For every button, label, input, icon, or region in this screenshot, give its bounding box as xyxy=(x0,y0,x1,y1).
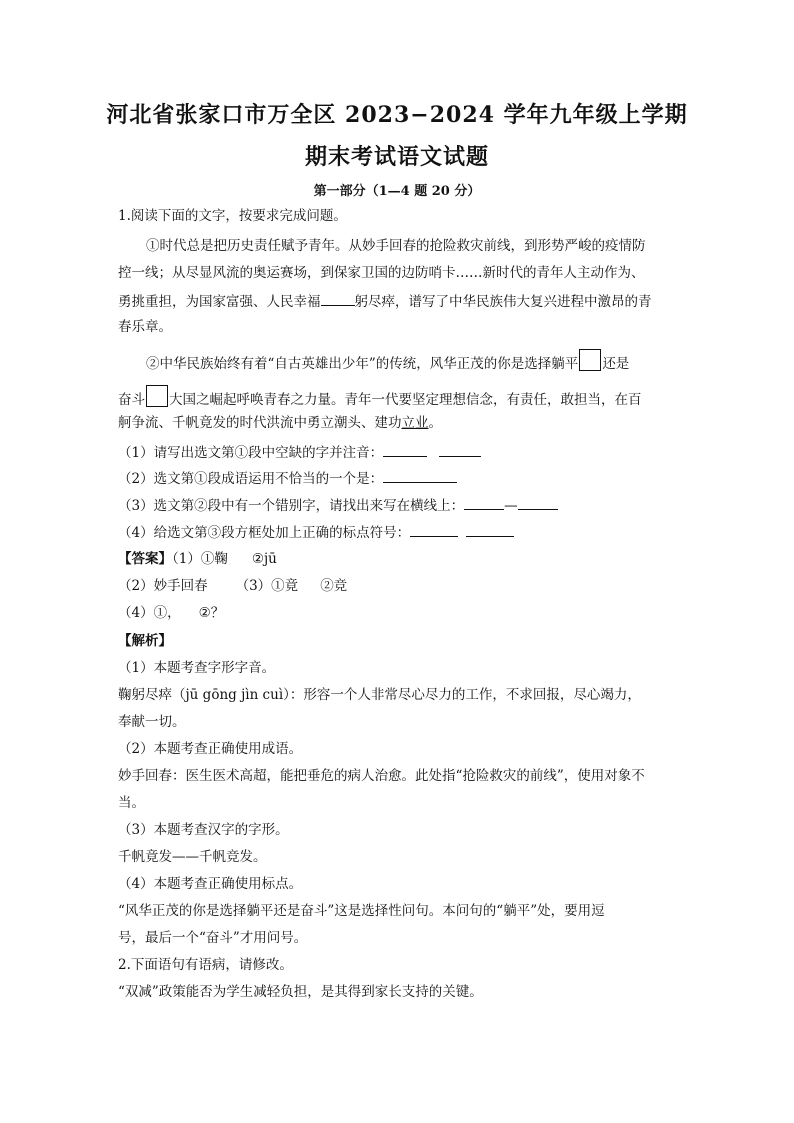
answer-blank xyxy=(464,495,504,510)
analysis-line1: （1）本题考查字形字音。 xyxy=(118,660,276,676)
text-segment: 奋斗 xyxy=(118,392,145,408)
q1-paragraph2-line1 xyxy=(146,349,706,373)
analysis-label: 【解析】 xyxy=(118,633,172,649)
answer-blank xyxy=(410,522,458,537)
text-segment: ②jū xyxy=(251,551,277,567)
q1-paragraph1-line4: 春乐章。 xyxy=(118,319,172,335)
analysis-line6: 当。 xyxy=(118,795,145,811)
q1-subquestion-2 xyxy=(118,468,678,488)
analysis-line11: 号，最后一个“奋斗”才用问号。 xyxy=(118,930,308,946)
fill-blank xyxy=(321,291,355,306)
text-segment: 舸争流、千帆竟发的时代洪流中勇立潮头、建功 xyxy=(118,415,402,431)
answer-line1 xyxy=(118,550,678,568)
text-segment: （2）妙手回春 xyxy=(118,578,208,594)
text-segment: 还是 xyxy=(602,356,630,372)
answer-blank xyxy=(466,522,514,537)
analysis-line2: 鞠躬尽瘁（jū gōng jìn cuì）：形容一个人非常尽心尽力的工作，不求回报，尽心竭力， xyxy=(118,687,641,703)
q1-stem: 1.阅读下面的文字，按要求完成问题。 xyxy=(118,208,347,224)
answer-label: 【答案】 xyxy=(118,551,172,567)
q1-paragraph1-line3 xyxy=(118,291,678,311)
analysis-line8: 千帆竟发——千帆竞发。 xyxy=(118,849,267,865)
q1-paragraph2-line2 xyxy=(118,385,678,409)
text-segment: ②中华民族始终有着“自古英雄出少年”的传统，风华正茂的你是选择躺平 xyxy=(146,356,579,372)
text-segment: （1）请写出选文第①段中空缺的字并注音： xyxy=(118,445,384,461)
q1-subquestion-1 xyxy=(118,442,678,462)
q2-stem: 2.下面语句有语病，请修改。 xyxy=(118,957,293,973)
text-segment: （3）①竟 xyxy=(235,578,299,594)
punctuation-box xyxy=(579,349,601,371)
analysis-line7: （3）本题考查汉字的字形。 xyxy=(118,822,289,838)
answer-blank xyxy=(383,442,427,457)
text-segment: 。 xyxy=(428,415,442,431)
q1-paragraph1-line2: 控一线；从尽显风流的奥运赛场，到保家卫国的边防哨卡……新时代的青年人主动作为、 xyxy=(118,265,645,281)
q1-subquestion-4 xyxy=(118,522,678,542)
text-segment: （2）选文第①段成语运用不恰当的一个是： xyxy=(118,471,384,487)
analysis-line9: （4）本题考查正确使用标点。 xyxy=(118,876,303,892)
text-segment: ②竞 xyxy=(320,578,348,594)
underlined-text: 立业 xyxy=(401,415,429,431)
analysis-line10: “风华正茂的你是选择躺平还是奋斗”这是选择性问句。本问句的“躺平”处，要用逗 xyxy=(118,903,605,919)
analysis-line5: 妙手回春：医生医术高超，能把垂危的病人治愈。此处指“抢险救灾的前线”，使用对象不 xyxy=(118,768,645,784)
text-segment: 躬尽瘁，谱写了中华民族伟大复兴进程中激昂的青 xyxy=(354,294,652,310)
answer-line3 xyxy=(118,604,678,622)
q1-subquestion-3 xyxy=(118,495,678,515)
text-segment: — xyxy=(504,498,518,514)
document-title-line2: 期末考试语文试题 xyxy=(304,144,489,170)
punctuation-box xyxy=(146,385,168,407)
answer-line2 xyxy=(118,577,678,595)
q2-sentence: “双减”政策能否为学生减轻负担，是其得到家长支持的关键。 xyxy=(118,984,483,1000)
q1-paragraph2-line3 xyxy=(118,414,678,432)
section-heading: 第一部分（1—4 题 20 分） xyxy=(313,184,481,199)
text-segment: 勇挑重担，为国家富强、人民幸福 xyxy=(118,294,321,310)
answer-blank xyxy=(439,442,481,457)
answer-blank xyxy=(518,495,558,510)
analysis-line4: （2）本题考查正确使用成语。 xyxy=(118,741,303,757)
document-title-line1: 河北省张家口市万全区 2023−2024 学年九年级上学期 xyxy=(106,102,688,128)
analysis-line3: 奉献一切。 xyxy=(118,714,186,730)
text-segment: （4）给选文第③段方框处加上正确的标点符号： xyxy=(118,525,411,541)
text-segment: 大国之崛起呼唤青春之力量。青年一代要坚定理想信念，有责任，敢担当，在百 xyxy=(169,392,642,408)
text-segment: ②？ xyxy=(198,605,225,621)
text-segment: （3）选文第②段中有一个错别字，请找出来写在横线上： xyxy=(118,498,465,514)
text-segment: （1）①鞠 xyxy=(172,551,228,567)
q1-paragraph1-line1: ①时代总是把历史责任赋予青年。从妙手回春的抢险救灾前线，到形势严峻的疫情防 xyxy=(146,238,646,254)
text-segment: （4）①， xyxy=(118,605,181,621)
answer-blank xyxy=(383,468,457,483)
